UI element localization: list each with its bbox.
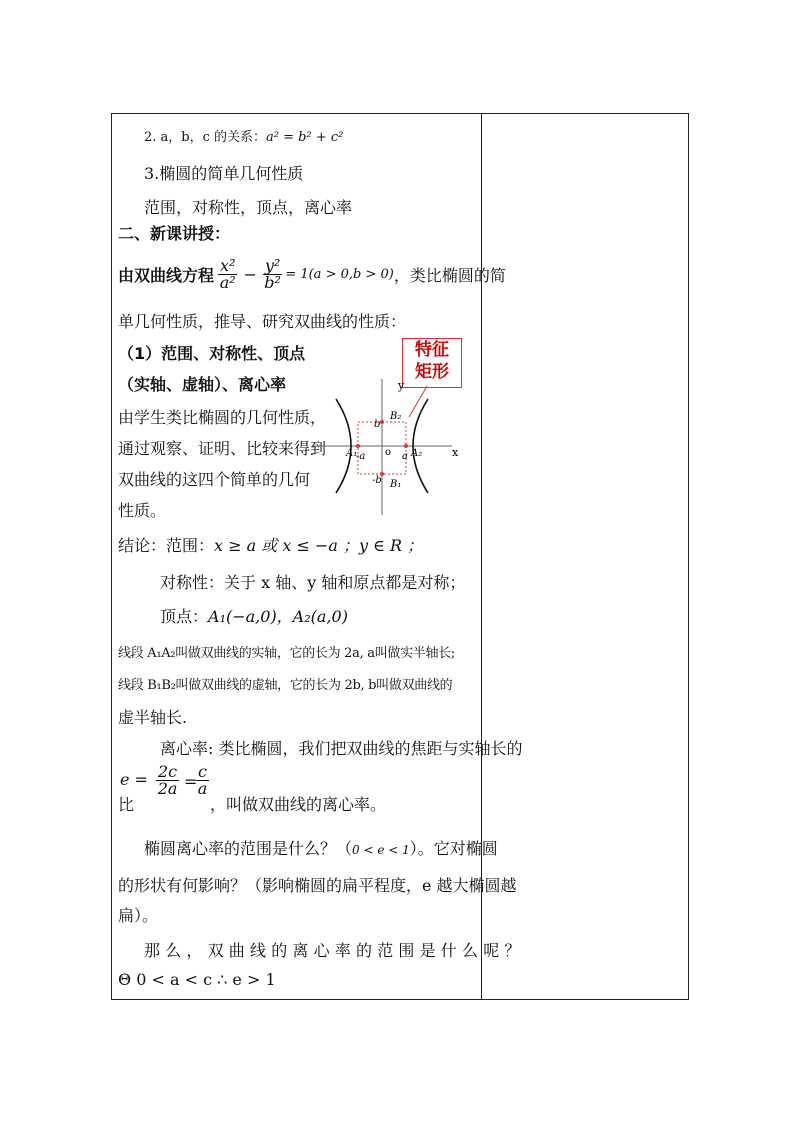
hyperbola-question: 那么，双曲线的离心率的范围是什么呢？ <box>144 941 526 960</box>
ellipse-eccentricity-question <box>144 836 498 859</box>
imag-axis-line-cont: 虚半轴长. <box>118 708 188 727</box>
vertex-a2-point <box>404 444 408 448</box>
section-heading: 二、新课讲授： <box>118 224 231 243</box>
fraction-x-num: x² <box>220 255 236 275</box>
b2-label: B₂ <box>390 411 402 422</box>
a2-label: A₂ <box>411 448 423 459</box>
fraction-num: 2c <box>158 762 178 781</box>
eccentricity-suffix: ，叫做双曲线的离心率。 <box>210 795 387 814</box>
relation-line <box>144 126 343 145</box>
fraction-x-den: a² <box>219 272 236 292</box>
b1-label: B₁ <box>390 479 402 490</box>
neg-b-label: -b <box>372 475 382 486</box>
hyperbola-conclusion: Θ 0 < a < c ∴ e > 1 <box>118 970 276 989</box>
a1-label: A₁ <box>346 448 358 459</box>
fraction-y <box>263 255 282 292</box>
callout-line-2: 矩形 <box>415 362 449 382</box>
vertex-line <box>160 604 348 627</box>
text-line: 双曲线的这四个简单的几何 <box>118 470 311 489</box>
e-equals: e = <box>120 770 148 789</box>
fraction-den: a <box>197 779 208 798</box>
relation-formula: a² = b² + c² <box>266 130 344 145</box>
ellipse-properties-heading: 3.椭圆的简单几何性质 <box>144 164 304 183</box>
neg-a-label: -a <box>356 451 366 462</box>
text-line: 扁）。 <box>118 906 159 925</box>
text-line: 由学生类比椭圆的几何性质， <box>118 408 327 427</box>
column-divider <box>481 113 482 1000</box>
x-axis-label: x <box>452 446 459 459</box>
subheading: （1）范围、对称性、顶点 <box>118 344 306 363</box>
fraction-2c-2a <box>156 764 179 797</box>
equation-suffix: ，类比椭圆的简 <box>393 265 506 285</box>
equation-rest: = 1(a > 0,b > 0) <box>285 266 394 282</box>
fraction-y-den: b² <box>264 272 281 292</box>
lesson-table <box>111 113 689 1000</box>
y-axis-label: y <box>398 379 405 392</box>
hyperbola-diagram <box>312 375 482 520</box>
text-line: 的形状有何影响？（影响椭圆的扁平程度，e 越大椭圆越 <box>118 876 517 895</box>
question-suffix: ）。它对椭圆 <box>409 839 498 858</box>
fraction-c-a <box>196 764 209 797</box>
a-label: a <box>402 451 408 462</box>
fraction-x <box>218 255 237 292</box>
symmetry-line: 对称性：关于 x 轴、y 轴和原点都是对称； <box>160 573 466 592</box>
range-conclusion <box>118 533 423 556</box>
equation-prefix: 由双曲线方程 <box>118 265 215 285</box>
b2-point <box>380 420 384 424</box>
b-label: b <box>374 419 381 430</box>
fraction-y-num: y² <box>264 255 281 275</box>
hyperbola-equation-line <box>118 252 506 296</box>
equals-sign: = <box>184 772 198 791</box>
callout-pointer <box>409 386 427 417</box>
relation-label: 2. a，b，c 的关系： <box>144 130 267 145</box>
origin-label: o <box>385 447 392 458</box>
subheading: （实轴、虚轴）、离心率 <box>118 375 287 394</box>
text-line: 通过观察、证明、比较来得到 <box>118 439 327 458</box>
imag-axis-line: 线段 B₁B₂叫做双曲线的虚轴，它的长为 2b, b叫做双曲线的 <box>118 678 453 693</box>
fraction-den: 2a <box>157 779 178 798</box>
vertex-formula: A₁(−a,0)，A₂(a,0) <box>208 607 348 626</box>
real-axis-line: 线段 A₁A₂叫做双曲线的实轴，它的长为 2a, a叫做实半轴长; <box>118 646 455 661</box>
minus-sign: − <box>243 264 257 284</box>
ellipse-properties-list: 范围，对称性，顶点，离心率 <box>144 198 353 217</box>
range-formula: x ≥ a 或 x ≤ −a ；y ∈ R ； <box>214 536 424 555</box>
question-prefix: 椭圆离心率的范围是什么？（ <box>144 839 353 858</box>
question-formula: 0 < e < 1 <box>352 843 410 857</box>
vertex-label: 顶点： <box>160 607 209 626</box>
range-label: 结论：范围： <box>118 536 215 555</box>
text-line: 单几何性质，推导、研究双曲线的性质： <box>118 312 407 331</box>
eccentricity-line: 离心率: 类比椭圆，我们把双曲线的焦距与实轴长的 <box>160 739 523 758</box>
fraction-num: c <box>198 762 207 781</box>
text-line: 性质。 <box>118 501 167 520</box>
callout-line-1: 特征 <box>415 340 449 360</box>
ratio-label: 比 <box>118 795 135 814</box>
